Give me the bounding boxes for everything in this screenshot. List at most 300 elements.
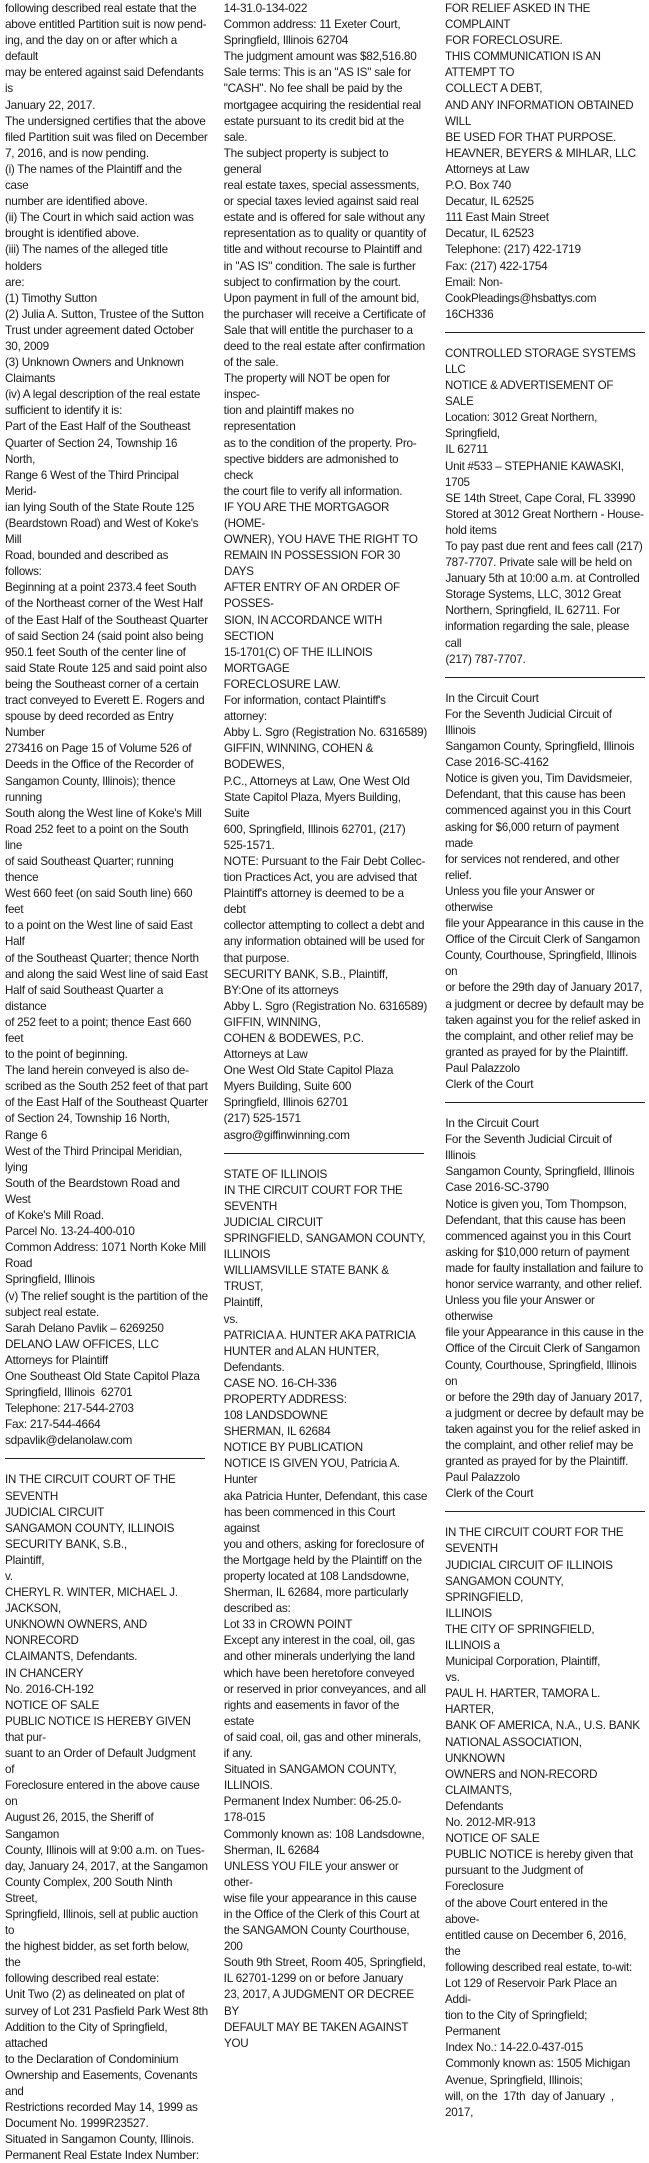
notice-line: Parcel No. 13-24-400-010 (5, 1224, 135, 1239)
notice-line: rights and easements in favor of the estate (223, 1697, 402, 1728)
notice-line: or before the 29th day of January 2017, (445, 1389, 643, 1404)
notice-line: Document No. 1999R23527. (5, 2116, 149, 2131)
legal-notice (5, 0, 212, 1448)
notice-line: Quarter of Section 24, Township 16 North, (5, 435, 181, 466)
notice-line: PATRICIA A. HUNTER AKA PATRICIA (223, 1327, 416, 1342)
notice-line: Index No.: 14-22.0-437-015 (445, 2040, 584, 2055)
notice-line: STATE OF ILLINOIS (223, 1166, 328, 1181)
notice-line: brought is identified above. (5, 226, 140, 241)
notice-line: Springfield, Illinois 62704 (223, 33, 349, 48)
notice-line: IN THE CIRCUIT COURT FOR THE SEVENTH (445, 1525, 627, 1556)
notice-line: Situated in Sangamon County, Illinois. (5, 2132, 194, 2147)
notice-line: 111 East Main Street (445, 210, 549, 225)
notice-line: SECURITY BANK, S.B., (5, 1536, 127, 1551)
notice-line: Ownership and Easements, Covenants and (5, 2067, 201, 2098)
notice-line: (iii) The names of the alleged title holders (5, 242, 171, 273)
notice-line: may be entered against said Defendants is (5, 65, 207, 96)
notice-line: file your Appearance in this cause in the (445, 1325, 644, 1340)
notice-line: IL 62711 (445, 442, 488, 457)
notice-line: estate and is offered for sale without any (223, 210, 425, 225)
notice-line: CHERYL R. WINTER, MICHAEL J. JACKSON, (5, 1585, 181, 1616)
notice-line: 787-7707. Private sale will be held on (445, 555, 632, 570)
notice-line: following described real estate that the (5, 1, 197, 15)
notice-line: 178-015 (223, 1810, 266, 1825)
notice-line: Clerk of the Court (445, 1077, 534, 1091)
notice-line: described as: (223, 1601, 291, 1616)
notice-line: of the Northeast corner of the West Half (5, 596, 203, 611)
notice-line: in "AS IS" condition. The sale is further (223, 258, 416, 273)
notice-line: No. 2012-MR-913 (445, 1815, 536, 1830)
notice-line: REMAIN IN POSSESSION FOR 30 DAYS (223, 548, 403, 579)
notice-line: that purpose. (223, 950, 290, 965)
notice-line: IF YOU ARE THE MORTGAGOR (HOME- (223, 499, 392, 530)
column-3 (432, 0, 649, 2119)
notice-line: Unit Two (2) as delineated on plat of (5, 1987, 185, 2002)
notice-line: January 5th at 10:00 a.m. at Controlled (445, 571, 640, 586)
notice-line: tion to the City of Springfield; Permanent (445, 2008, 591, 2039)
notice-line: and other minerals underlying the land (223, 1649, 415, 1664)
notice-line: Case 2016-SC-4162 (445, 755, 549, 770)
notice-line: you and others, asking for foreclosure of (223, 1536, 424, 1551)
notice-line: SHERMAN, IL 62684 (223, 1424, 331, 1439)
notice-line: commenced against you in this Court (445, 1228, 631, 1243)
notice-line: Location: 3012 Great Northern, Springfield, (445, 410, 601, 441)
notice-line: if any. (223, 1746, 253, 1761)
notice-line: Foreclosure entered in the above cause on (5, 1778, 203, 1809)
notice-line: 23, 2017, A JUDGMENT OR DECREE BY (223, 1987, 417, 2018)
notice-line: (1) Timothy Sutton (5, 290, 97, 305)
notice-line: spective bidders are admonished to check (223, 451, 402, 482)
notice-line: to the Declaration of Condominium (5, 2051, 179, 2066)
notice-line: the court file to verify all information. (223, 483, 403, 498)
notice-line: August 26, 2015, the Sheriff of Sangamon (5, 1810, 157, 1841)
notice-line: Common address: 11 Exeter Court, (223, 17, 401, 32)
notice-line: Plaintiff, (223, 1295, 263, 1310)
notice-line: subject to confirmation by the court. (223, 274, 401, 289)
notice-line: SE 14th Street, Cape Coral, FL 33990 (445, 490, 636, 505)
notice-line: hold items (445, 522, 497, 537)
notice-line: The judgment amount was $82,516.80 (223, 49, 417, 64)
notice-line: UNLESS YOU FILE your answer or other- (223, 1858, 402, 1889)
notice-line: commenced against you in this Court (445, 803, 631, 818)
notice-line: AFTER ENTRY OF AN ORDER OF POSSES- (223, 580, 403, 611)
notice-divider (5, 1458, 205, 1459)
notice-line: the complaint, and other relief may be (445, 1028, 634, 1043)
notice-line: January 22, 2017. (5, 97, 96, 112)
notice-line: BE USED FOR THAT PURPOSE. (445, 129, 617, 144)
notice-line: NOTICE BY PUBLICATION (223, 1440, 363, 1455)
notice-line: sufficient to identify it is: (5, 403, 123, 418)
notice-line: Commonly known as: 108 Landsdowne, (223, 1826, 425, 1841)
notice-line: Attorneys at Law (445, 161, 530, 176)
notice-line: are: (5, 274, 25, 289)
notice-line: Addition to the City of Springfield, attached (5, 2019, 171, 2050)
notice-line: or before the 29th day of January 2017, (445, 980, 643, 995)
notice-line: Sherman, IL 62684 (223, 1842, 320, 1857)
notice-line: Plaintiff, (5, 1552, 45, 1567)
notice-divider (445, 332, 645, 333)
notice-line: (217) 787-7707. (445, 651, 526, 666)
notice-line: suant to an Order of Default Judgment of (5, 1746, 199, 1777)
notice-line: Road (5, 1256, 33, 1271)
notice-line: to a point on the West line of said East Half (5, 918, 196, 949)
notice-line: NOTICE IS GIVEN YOU, Patricia A. Hunter (223, 1456, 403, 1487)
notice-line: DEFAULT MAY BE TAKEN AGAINST YOU (223, 2019, 411, 2050)
column-2 (212, 0, 433, 2050)
notice-line: taken against you for the relief asked in (445, 1421, 641, 1436)
notice-line: granted as prayed for by the Plaintiff. (445, 1044, 629, 1059)
notice-line: Deeds in the Office of the Recorder of (5, 757, 194, 772)
notice-line: of the East Half of the Southeast Quarter (5, 1095, 208, 1110)
notice-line: 16CH336 (445, 306, 494, 321)
notice-line: P.O. Box 740 (445, 178, 511, 193)
notice-line: NOTICE OF SALE (445, 1831, 540, 1846)
notice-line: OWNER), YOU HAVE THE RIGHT TO (223, 532, 418, 547)
notice-line: 525-1571. (223, 837, 275, 852)
notice-line: FOR RELIEF ASKED IN THE COMPLAINT (445, 1, 594, 32)
notice-line: Northern, Springfield, IL 62711. For (445, 603, 620, 618)
notice-line: CASE NO. 16-CH-336 (223, 1375, 337, 1390)
notice-line: Range 6 West of the Third Principal Merid- (5, 467, 182, 498)
notice-line: survey of Lot 231 Pasfield Park West 8th (5, 2003, 208, 2018)
notice-line: file your Appearance in this cause in the (445, 916, 644, 931)
notice-line: Upon payment in full of the amount bid, (223, 290, 420, 305)
notice-line: 7, 2016, and is now pending. (5, 145, 149, 160)
notice-line: 600, Springfield, Illinois 62701, (217) (223, 821, 406, 836)
notice-line: real estate taxes, special assessments, (223, 178, 420, 193)
legal-notice (224, 0, 433, 1143)
notice-line: information regarding the sale, please call (445, 619, 633, 650)
notice-line: 14-31.0-134-022 (223, 1, 308, 15)
notice-line: Unless you file your Answer or otherwise (445, 1293, 598, 1324)
legal-notice (5, 1471, 212, 2163)
notice-line: Abby L. Sgro (Registration No. 6316589) (223, 998, 428, 1013)
notice-line: Springfield, Illinois, sell at public auction to (5, 1906, 201, 1938)
notice-line: (217) 525-1571 (223, 1111, 301, 1126)
notice-line: the purchaser will receive a Certificate of (223, 306, 426, 321)
notice-line: of Section 24, Township 16 North, Range 6 (5, 1111, 173, 1142)
notice-line: NOTE: Pursuant to the Fair Debt Collec- (223, 853, 426, 868)
notice-line: Lot 33 in CROWN POINT (223, 1617, 353, 1632)
notice-divider (445, 1102, 645, 1103)
notice-line: South along the West line of Koke's Mill (5, 805, 202, 820)
notice-line: the highest bidder, as set forth below, the (5, 1939, 193, 1970)
notice-line: ian lying South of the State Route 125 (5, 499, 195, 514)
notice-line: PROPERTY ADDRESS: (223, 1391, 347, 1406)
notice-line: Municipal Corporation, Plaintiff, (445, 1654, 601, 1669)
notice-line: title and without recourse to Plaintiff and (223, 242, 422, 257)
notice-line: BANK OF AMERICA, N.A., U.S. BANK (445, 1718, 640, 1733)
legal-notice (445, 690, 649, 1092)
notice-line: GIFFIN, WINNING, COHEN & BODEWES, (223, 741, 376, 772)
column-1 (0, 0, 212, 2163)
notice-line: or reserved in prior conveyances, and all (223, 1681, 426, 1696)
notice-line: GIFFIN, WINNING, (223, 1014, 321, 1029)
notice-line: v. (5, 1569, 13, 1583)
notice-line: wise file your appearance in this cause (223, 1890, 417, 1905)
notice-line: of the sale. (223, 355, 279, 370)
notice-line: PUBLIC NOTICE IS HEREBY GIVEN that pur- (5, 1713, 194, 1744)
notice-line: The property will NOT be open for inspec- (223, 371, 393, 402)
notice-line: 30, 2009 (5, 338, 49, 353)
notice-line: aka Patricia Hunter, Defendant, this case (223, 1488, 428, 1503)
notice-line: FOR FORECLOSURE. (445, 33, 563, 48)
notice-line: OWNERS and NON-RECORD CLAIMANTS, (445, 1766, 601, 1797)
notice-line: WILLIAMSVILLE STATE BANK & TRUST, (223, 1263, 392, 1294)
notice-line: of Koke's Mill Road. (5, 1208, 104, 1223)
notice-line: has been commenced in this Court against (223, 1504, 398, 1535)
notice-line: Road 252 feet to a point on the South line (5, 821, 192, 852)
notice-line: Office of the Circuit Clerk of Sangamon (445, 932, 640, 947)
notice-line: as to the condition of the property. Pro- (223, 435, 417, 450)
notice-line: Situated in SANGAMON COUNTY, ILLINOIS. (223, 1762, 400, 1793)
notice-line: will, on the 17th day of January , 2017, (445, 2088, 618, 2119)
notice-line: South 9th Street, Room 405, Springfield, (223, 1955, 426, 1970)
notice-line: honor service warranty, and other relief. (445, 1277, 643, 1292)
legal-notice (445, 1524, 649, 2119)
notice-line: of 252 feet to a point; thence East 660 feet (5, 1014, 195, 1045)
notice-line: vs. (445, 1670, 460, 1685)
notice-line: For the Seventh Judicial Circuit of Illinois (445, 1132, 616, 1163)
notice-line: UNKNOWN OWNERS, AND NONRECORD (5, 1617, 150, 1648)
notice-line: tion Practices Act, you are advised that (223, 870, 417, 885)
notice-line: Sherman, IL 62684, more particularly (223, 1585, 409, 1600)
notice-line: of said coal, oil, gas and other minerals, (223, 1729, 422, 1744)
notice-line: entitled cause on December 6, 2016, the (445, 1927, 630, 1958)
notice-line: Sale terms: This is an "AS IS" sale for (223, 65, 411, 80)
notice-line: Sangamon County, Springfield, Illinois (445, 1164, 635, 1179)
notice-line: Sarah Delano Pavlik – 6269250 (5, 1320, 164, 1335)
notice-line: Myers Building, Suite 600 (223, 1079, 352, 1094)
notice-line: 950.1 feet South of the center line of (5, 644, 186, 659)
notice-line: West of the Third Principal Meridian, lying (5, 1143, 186, 1174)
notice-line: FORECLOSURE LAW. (223, 676, 341, 691)
notice-line: South of the Beardstown Road and West (5, 1175, 183, 1206)
notice-line: Unit #533 – STEPHANIE KAWASKI, 1705 (445, 458, 628, 489)
notice-line: Permanent Real Estate Index Number: (5, 2148, 199, 2163)
notice-line: Decatur, IL 62523 (445, 226, 534, 241)
notice-line: State Capitol Plaza, Myers Building, Suite (223, 789, 404, 820)
notice-line: spouse by deed recorded as Entry Number (5, 709, 177, 740)
legal-notice (445, 0, 649, 322)
notice-line: of the Southeast Quarter; thence North (5, 950, 199, 965)
notice-line: (i) The names of the Plaintiff and the case (5, 161, 185, 193)
notice-line: following described real estate, to-wit: (445, 1959, 633, 1974)
notice-line: JUDICIAL CIRCUIT (223, 1214, 323, 1229)
notice-line: SION, IN ACCORDANCE WITH SECTION (223, 612, 385, 643)
notice-line: County, Courthouse, Springfield, Illinois on (445, 1357, 640, 1388)
notice-line: JUDICIAL CIRCUIT OF ILLINOIS (445, 1557, 613, 1572)
legal-notice (445, 345, 649, 667)
notice-line: Except any interest in the coal, oil, gas (223, 1633, 415, 1648)
notice-line: Paul Palazzolo (445, 1470, 520, 1485)
notice-line: County Complex, 200 South Ninth Street, (5, 1874, 176, 1905)
notice-line: scribed as the South 252 feet of that part (5, 1079, 208, 1094)
notice-line: ing, and the day on or after which a default (5, 33, 180, 64)
notice-line: No. 2016-CH-192 (5, 1681, 94, 1696)
notice-line: being the Southeast corner of a certain (5, 676, 199, 691)
notice-line: SPRINGFIELD, SANGAMON COUNTY, (223, 1231, 426, 1246)
notice-line: Sangamon County, Springfield, Illinois (445, 739, 635, 754)
notice-divider (224, 1153, 424, 1154)
notice-line: (2) Julia A. Sutton, Trustee of the Sutton (5, 306, 204, 321)
notice-line: Trust under agreement dated October (5, 322, 194, 337)
notice-line: asgro@giffinwinning.com (223, 1127, 350, 1142)
notice-line: Abby L. Sgro (Registration No. 6316589) (223, 725, 428, 740)
notice-line: Storage Systems, LLC, 3012 Great (445, 587, 621, 602)
notice-line: (ii) The Court in which said action was (5, 210, 194, 225)
notice-line: Claimants (5, 371, 56, 386)
notice-divider (445, 677, 645, 678)
notice-line: (3) Unknown Owners and Unknown (5, 355, 184, 370)
notice-line: For information, contact Plaintiff's attorney: (223, 693, 389, 724)
notice-line: SANGAMON COUNTY, ILLINOIS (5, 1520, 175, 1535)
notice-line: IN CHANCERY (5, 1665, 84, 1680)
notice-line: of said Section 24 (said point also being (5, 628, 204, 643)
notice-line: CLAIMANTS, Defendants. (5, 1649, 138, 1664)
notice-line: West 660 feet (on said South line) 660 feet (5, 886, 196, 917)
notice-line: vs. (223, 1311, 238, 1326)
notice-line: DELANO LAW OFFICES, LLC (5, 1336, 159, 1351)
notice-line: In the Circuit Court (445, 1116, 539, 1131)
notice-line: estate pursuant to its credit bid at the sale. (223, 113, 407, 144)
notice-line: Paul Palazzolo (445, 1060, 520, 1075)
notice-line: number are identified above. (5, 194, 148, 209)
notice-line: Defendant, that this cause has been (445, 1212, 626, 1227)
notice-line: (v) The relief sought is the partition of the (5, 1288, 208, 1303)
notice-line: 15-1701(C) OF THE ILLINOIS MORTGAGE (223, 644, 376, 675)
notice-line: CONTROLLED STORAGE SYSTEMS LLC (445, 345, 639, 376)
notice-line: To pay past due rent and fees call (217) (445, 539, 643, 553)
notice-line: pursuant to the Judgment of Foreclosure (445, 1863, 587, 1894)
notice-line: Fax: 217-544-4664 (5, 1417, 101, 1432)
notice-line: Common Address: 1071 North Koke Mill (5, 1240, 206, 1255)
legal-notice (445, 1115, 649, 1501)
notice-line: HUNTER and ALAN HUNTER, (223, 1343, 380, 1358)
notice-line: IL 62701-1299 on or before January (223, 1971, 403, 1986)
notice-line: NATIONAL ASSOCIATION, UNKNOWN (445, 1734, 586, 1765)
notice-line: Defendant, that this cause has been (445, 787, 626, 802)
notice-line: or special taxes levied against said real (223, 194, 419, 209)
notice-line: to the point of beginning. (5, 1047, 128, 1062)
notice-line: mortgagee acquiring the residential real (223, 97, 421, 112)
notice-line: NOTICE & ADVERTISEMENT OF SALE (445, 378, 617, 409)
notice-line: County, Illinois will at 9:00 a.m. on Tues- (5, 1842, 205, 1857)
notice-line: ILLINOIS (223, 1247, 271, 1262)
notice-line: One West Old State Capitol Plaza (223, 1063, 394, 1078)
notice-line: tract conveyed to Everett E. Rogers and (5, 693, 205, 708)
notice-line: Part of the East Half of the Southeast (5, 419, 191, 434)
notice-line: Unless you file your Answer or otherwise (445, 883, 598, 914)
notice-line: granted as prayed for by the Plaintiff. (445, 1454, 629, 1469)
notice-line: Attorneys for Plaintiff (5, 1352, 108, 1367)
notice-line: tion and plaintiff makes no representation (223, 403, 357, 434)
notice-line: Permanent Index Number: 06-25.0- (223, 1794, 402, 1809)
notice-line: taken against you for the relief asked in (445, 1012, 641, 1027)
notice-line: asking for $6,000 return of payment made (445, 819, 623, 850)
notice-line: filed Partition suit was filed on December (5, 129, 208, 144)
notice-line: COLLECT A DEBT, (445, 81, 543, 96)
notice-line: Sangamon County, Illinois); thence running (5, 773, 179, 804)
notice-line: the complaint, and other relief may be (445, 1437, 634, 1452)
notice-line: (iv) A legal description of the real estate (5, 387, 201, 402)
notice-line: for services not rendered, and other relief. (445, 851, 623, 882)
notice-line: Beginning at a point 2373.4 feet South (5, 580, 197, 595)
notice-line: said State Route 125 and said point also (5, 660, 207, 675)
notice-line: One Southeast Old State Capitol Plaza (5, 1368, 200, 1383)
notice-line: sdpavlik@delanolaw.com (5, 1433, 133, 1448)
notice-line: Half of said Southeast Quarter a distance (5, 982, 167, 1013)
notice-line: Clerk of the Court (445, 1486, 534, 1501)
notice-line: of the above Court entered in the above- (445, 1895, 611, 1926)
notice-line: ILLINOIS (445, 1605, 492, 1620)
notice-line: 108 LANDSDOWNE (223, 1408, 328, 1423)
notice-line: IN THE CIRCUIT COURT FOR THE SEVENTH (223, 1182, 406, 1213)
legal-notice (224, 1166, 433, 2051)
notice-line: Telephone: (217) 422-1719 (445, 242, 581, 257)
notice-line: The subject property is subject to general (223, 145, 392, 176)
notice-line: P.C., Attorneys at Law, One West Old (223, 773, 410, 788)
notice-line: Plaintiff's attorney is deemed to be a debt (223, 886, 407, 917)
notice-line: Defendants (445, 1798, 504, 1813)
notice-line: JUDICIAL CIRCUIT (5, 1504, 105, 1519)
notice-line: a judgment or decree by default may be (445, 996, 644, 1011)
notice-line: in the Office of the Clerk of this Court at (223, 1906, 420, 1921)
notice-line: County, Courthouse, Springfield, Illinois on (445, 948, 640, 979)
notice-line: any information obtained will be used for (223, 934, 425, 949)
notice-line: 273416 on Page 15 of Volume 526 of (5, 741, 192, 756)
notice-line: SECURITY BANK, S.B., Plaintiff, (223, 966, 388, 981)
notice-line: THE CITY OF SPRINGFIELD, ILLINOIS a (445, 1621, 598, 1652)
notice-line: day, January 24, 2017, at the Sangamon (5, 1858, 208, 1873)
notice-divider (445, 1511, 645, 1512)
notice-line: NOTICE OF SALE (5, 1697, 100, 1712)
notice-line: following described real estate: (5, 1971, 159, 1986)
notice-line: AND ANY INFORMATION OBTAINED WILL (445, 97, 637, 128)
notice-line: In the Circuit Court (445, 690, 539, 705)
notice-line: Decatur, IL 62525 (445, 194, 534, 209)
notice-line: "CASH". No fee shall be paid by the (223, 81, 403, 96)
notice-line: Commonly known as: 1505 Michigan (445, 2056, 631, 2071)
notice-line: (Beardstown Road) and West of Koke's Mill (5, 516, 202, 547)
notice-line: representation as to quality or quantity of (223, 226, 427, 241)
notice-line: subject real estate. (5, 1304, 100, 1319)
notice-line: Lot 129 of Reservoir Park Place an Addi- (445, 1975, 620, 2007)
notice-line: Springfield, Illinois 62701 (223, 1095, 349, 1110)
notice-line: PAUL H. HARTER, TAMORA L. HARTER, (445, 1686, 604, 1717)
notice-line: Fax: (217) 422-1754 (445, 258, 548, 273)
notice-line: of said Southeast Quarter; running thence (5, 853, 177, 885)
notice-line: and along the said West line of said East (5, 966, 208, 981)
notice-line: collector attempting to collect a debt and (223, 918, 425, 933)
notice-line: property located at 108 Landsdowne, (223, 1569, 410, 1583)
notice-line: Stored at 3012 Great Northern - House- (445, 506, 644, 521)
notice-line: the SANGAMON County Courthouse, 200 (223, 1923, 413, 1954)
notice-line: BY:One of its attorneys (223, 982, 339, 997)
notice-line: above entitled Partition suit is now pend- (5, 17, 207, 32)
notice-line: the Mortgage held by the Plaintiff on the (223, 1552, 422, 1567)
notice-line: Sale that will entitle the purchaser to a (223, 322, 413, 337)
notice-line: asking for $10,000 return of payment (445, 1244, 630, 1259)
notice-line: Email: Non-CookPleadings@hsbattys.com (445, 274, 597, 305)
notice-line: Defendants. (223, 1359, 285, 1374)
notice-line: a judgment or decree by default may be (445, 1405, 644, 1420)
notice-line: Attorneys at Law (223, 1047, 308, 1062)
notice-line: HEAVNER, BEYERS & MIHLAR, LLC (445, 145, 636, 160)
notice-line: Road, bounded and described as follows: (5, 548, 172, 579)
notice-line: PUBLIC NOTICE is hereby given that (445, 1847, 633, 1862)
notice-line: Office of the Circuit Clerk of Sangamon (445, 1341, 640, 1356)
